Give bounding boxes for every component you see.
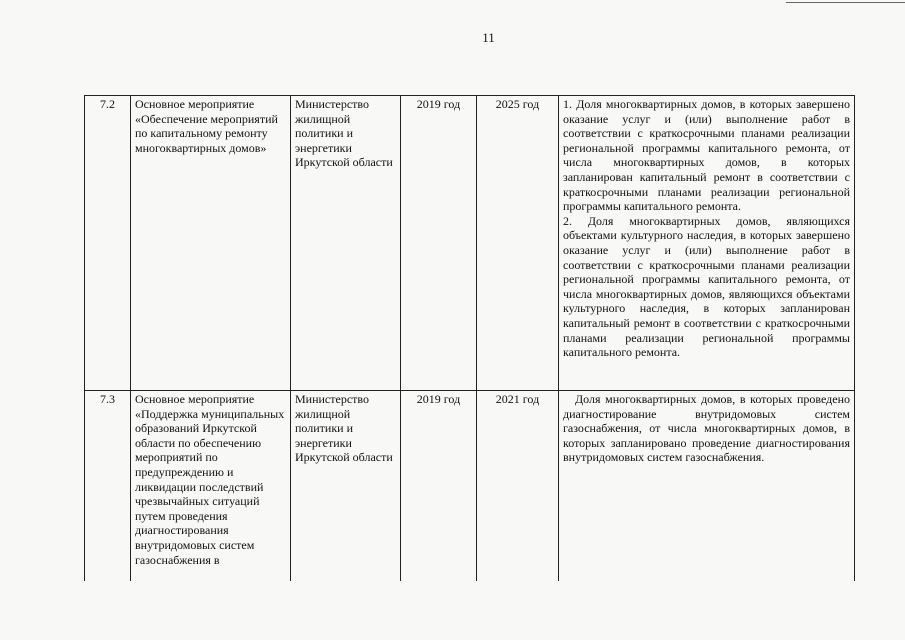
end-year: 2021 год — [477, 391, 559, 582]
indicator-text: 1. Доля многоквартирных домов, в которых завершено оказание услуг и (или) выполнение работ в соответствии с краткосрочными планами реализации региональной программы капитального ремонта, от числа многоквартирных домов, в которых запланирован капитальный ремонт в соответствии с краткосрочными планами реализации региональной программы капитального ремонта. — [563, 97, 850, 214]
indicators-cell — [559, 391, 855, 582]
row-number: 7.2 — [85, 96, 131, 391]
row-number: 7.3 — [85, 391, 131, 582]
top-right-rule — [786, 2, 905, 3]
measure-name: Основное мероприятие «Обеспечение мероприятий по капитальному ремонту многоквартирных домов» — [131, 96, 291, 391]
indicator-text: 2. Доля многоквартирных домов, являющихся объектами культурного наследия, в которых завершено оказание услуг и (или) выполнение работ в соответствии с краткосрочными планами реализации региональной программы капитального ремонта, от числа многоквартирных домов, являющихся объектами культурного наследия, в которых запланирован капитальный ремонт в соответствии с краткосрочными планами реализации региональной программы капитального ремонта. — [563, 213, 850, 360]
measures-table — [84, 95, 855, 581]
measure-name: Основное мероприятие «Поддержка муниципальных образований Иркутской области по обеспечению мероприятий по предупреждению и ликвидации последствий чрезвычайных ситуаций путем проведения диагностирования внутридомовых систем газоснабжения в — [131, 391, 291, 582]
table-row — [85, 96, 855, 391]
indicators-cell — [559, 96, 855, 391]
start-year: 2019 год — [401, 391, 477, 582]
table-row — [85, 391, 855, 582]
start-year: 2019 год — [401, 96, 477, 391]
page-number: 11 — [482, 30, 495, 45]
executor: Министерство жилищной политики и энергетики Иркутской области — [291, 391, 401, 582]
end-year: 2025 год — [477, 96, 559, 391]
executor: Министерство жилищной политики и энергетики Иркутской области — [291, 96, 401, 391]
indicator-text: Доля многоквартирных домов, в которых проведено диагностирование внутридомовых систем газоснабжения, от числа многоквартирных домов, в которых запланировано проведение диагностирования внутридомовых систем газоснабжения. — [563, 392, 850, 465]
